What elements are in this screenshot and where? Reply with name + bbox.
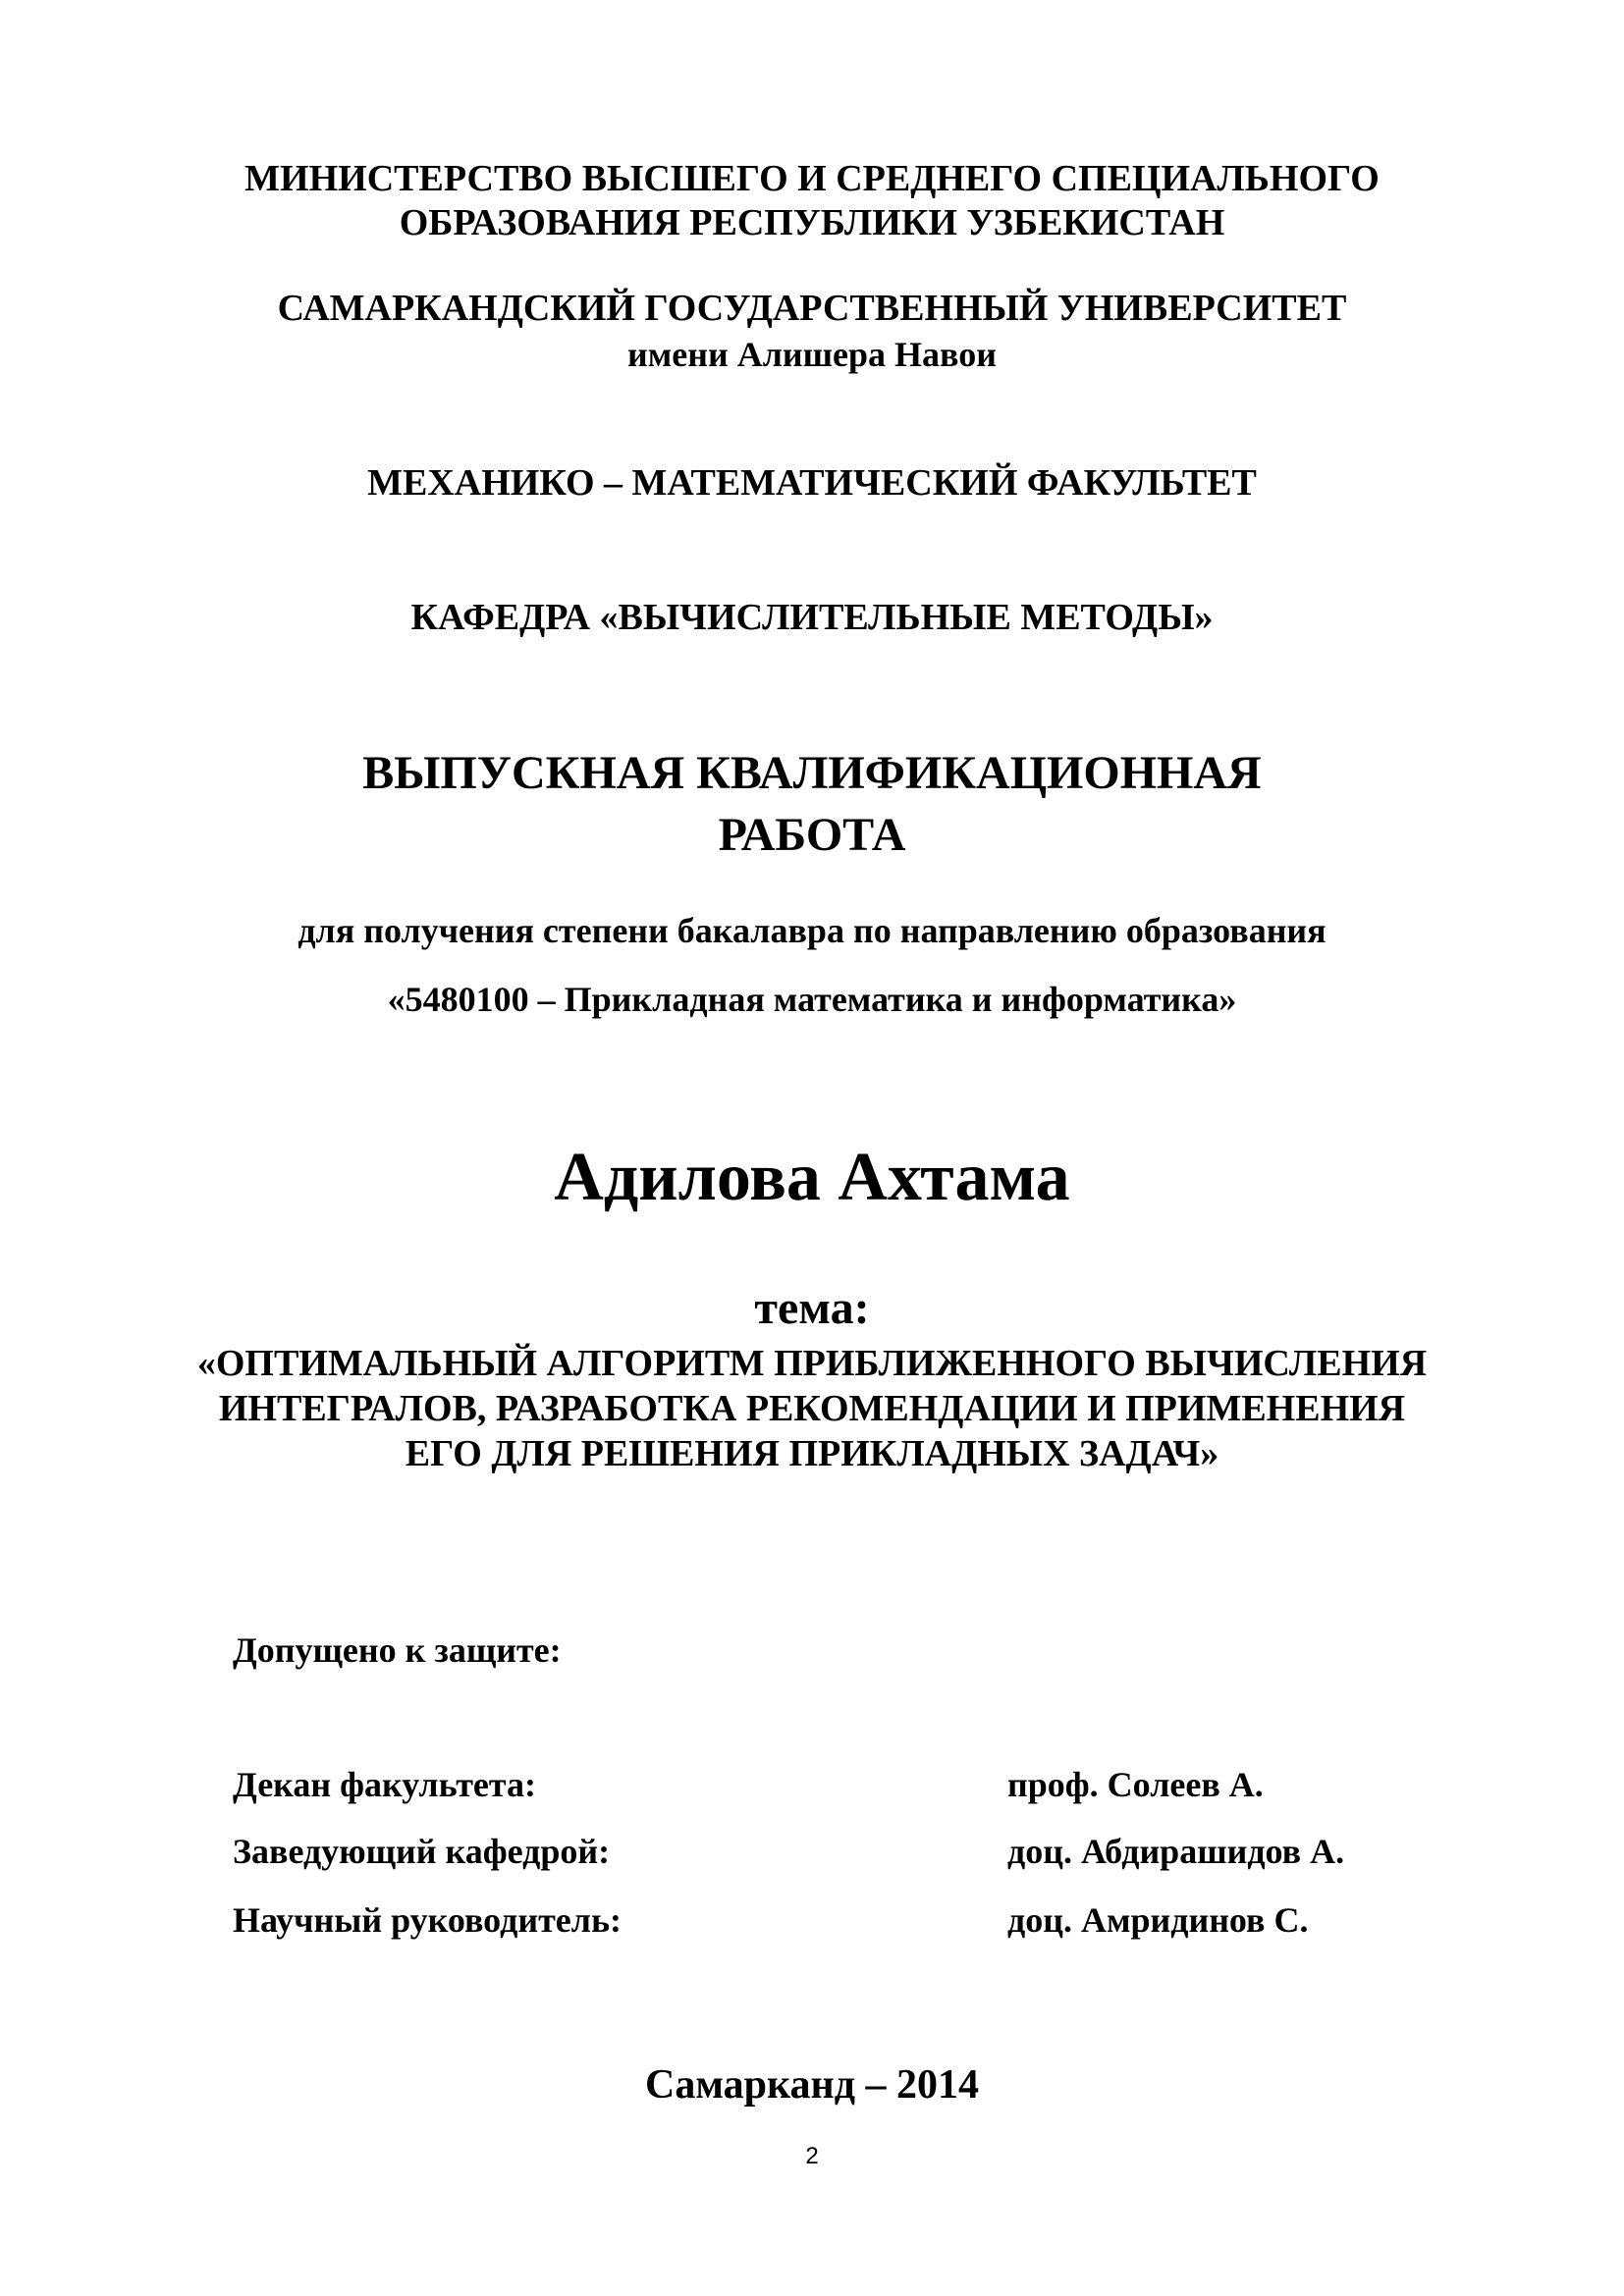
university-name: имени Алишера Навои bbox=[627, 335, 997, 374]
faculty-title: МЕХАНИКО – МАТЕМАТИЧЕСКИЙ ФАКУЛЬТЕТ bbox=[367, 462, 1257, 504]
theme-line-1: «ОПТИМАЛЬНЫЙ АЛГОРИТМ ПРИБЛИЖЕННОГО ВЫЧИСЛЕНИЯ bbox=[196, 1343, 1428, 1384]
university-title: САМАРКАНДСКИЙ ГОСУДАРСТВЕННЫЙ УНИВЕРСИТЕТ bbox=[277, 288, 1347, 329]
approval-role: Заведующий кафедрой: bbox=[233, 1832, 611, 1871]
approval-person: проф. Солеев А. bbox=[1007, 1765, 1264, 1804]
approval-person: доц. Амридинов С. bbox=[1007, 1900, 1309, 1940]
theme-line-2: ИНТЕГРАЛОВ, РАЗРАБОТКА РЕКОМЕНДАЦИИ И ПРИМЕНЕНИЯ bbox=[218, 1388, 1406, 1429]
ministry-line-2: ОБРАЗОВАНИЯ РЕСПУБЛИКИ УЗБЕКИСТАН bbox=[399, 202, 1225, 243]
approval-label: Допущено к защите: bbox=[233, 1630, 562, 1670]
page-number: 2 bbox=[805, 2143, 819, 2169]
department-title: КАФЕДРА «ВЫЧИСЛИТЕЛЬНЫЕ МЕТОДЫ» bbox=[410, 597, 1214, 638]
work-title-line-2: РАБОТА bbox=[718, 809, 906, 861]
ministry-line-1: МИНИСТЕРСТВО ВЫСШЕГО И СРЕДНЕГО СПЕЦИАЛЬНОГО bbox=[244, 158, 1380, 199]
degree-purpose: для получения степени бакалавра по направлению образования bbox=[298, 911, 1326, 950]
approval-role: Декан факультета: bbox=[233, 1765, 537, 1804]
approval-person: доц. Абдирашидов А. bbox=[1007, 1832, 1345, 1871]
author-name: Адилова Ахтама bbox=[554, 1140, 1070, 1215]
theme-label: тема: bbox=[754, 1282, 870, 1334]
city-year: Самарканд – 2014 bbox=[644, 2062, 980, 2108]
specialty-code: «5480100 – Прикладная математика и информатика» bbox=[387, 980, 1237, 1019]
approval-role: Научный руководитель: bbox=[233, 1900, 622, 1940]
theme-line-3: ЕГО ДЛЯ РЕШЕНИЯ ПРИКЛАДНЫХ ЗАДАЧ» bbox=[405, 1433, 1219, 1474]
work-title-line-1: ВЫПУСКНАЯ КВАЛИФИКАЦИОННАЯ bbox=[362, 747, 1262, 799]
